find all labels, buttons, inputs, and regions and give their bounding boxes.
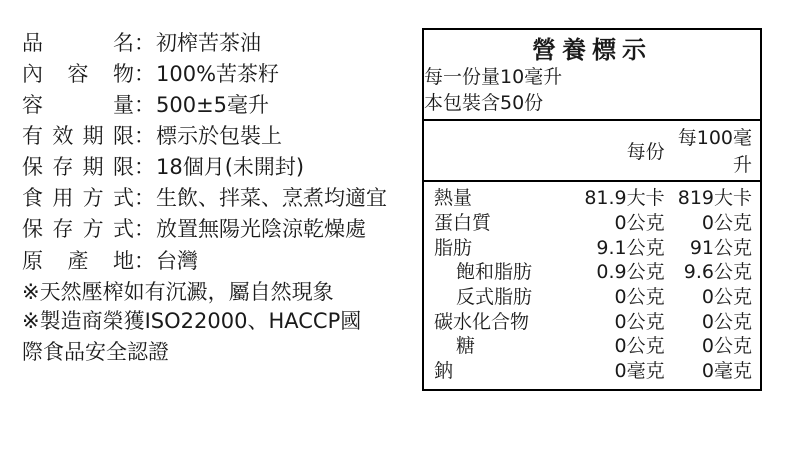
servings-per-container: 本包裝含50份 bbox=[423, 91, 761, 121]
nutrition-facts-panel bbox=[422, 28, 762, 391]
note-sediment: ※天然壓榨如有沉澱，屬自然現象 bbox=[22, 279, 334, 304]
nutrient-name: 脂肪 bbox=[434, 236, 473, 259]
column-header-nutrient bbox=[423, 120, 580, 181]
info-colon: ： bbox=[134, 31, 155, 55]
info-label: 原 產 地 bbox=[22, 248, 134, 273]
table-row bbox=[423, 181, 761, 211]
nutrient-per-serving: 0公克 bbox=[614, 310, 665, 333]
info-value: 初榨苦茶油 bbox=[156, 31, 261, 55]
info-label: 內 容 物 bbox=[22, 62, 134, 87]
nutrition-title-row bbox=[423, 29, 761, 65]
info-row-volume bbox=[22, 90, 410, 121]
info-row-origin bbox=[22, 246, 410, 277]
info-colon: ： bbox=[134, 248, 155, 273]
nutrient-per-100ml: 0毫克 bbox=[701, 360, 752, 383]
nutrient-name: 熱量 bbox=[434, 187, 473, 210]
nutrient-name: 鈉 bbox=[434, 360, 454, 383]
table-row bbox=[423, 236, 761, 261]
serving-size-row bbox=[423, 65, 761, 91]
info-row-ingredients bbox=[22, 59, 410, 90]
serving-size: 每一份量10毫升 bbox=[424, 66, 563, 88]
nutrient-per-100ml: 819大卡 bbox=[677, 187, 752, 210]
info-row-expiry bbox=[22, 121, 410, 152]
nutrient-name: 糖 bbox=[456, 335, 476, 358]
info-value: 500±5毫升 bbox=[156, 93, 270, 118]
nutrient-per-serving: 0毫克 bbox=[614, 360, 665, 383]
info-label: 容 量 bbox=[22, 93, 134, 118]
nutrition-header-row bbox=[423, 120, 761, 181]
info-value: 100%苦茶籽 bbox=[156, 62, 280, 87]
info-label: 品 名 bbox=[22, 31, 134, 55]
nutrient-per-100ml: 9.6公克 bbox=[683, 261, 752, 284]
note-certification-line1: ※製造商榮獲ISO22000、HACCP國 bbox=[22, 308, 362, 333]
table-row bbox=[423, 260, 761, 285]
info-row-storage bbox=[22, 214, 410, 245]
info-colon: ： bbox=[134, 93, 155, 118]
info-colon: ： bbox=[134, 186, 155, 211]
info-value: 標示於包裝上 bbox=[156, 124, 282, 149]
info-row-usage bbox=[22, 183, 410, 214]
nutrient-per-serving: 0公克 bbox=[614, 335, 665, 358]
table-row bbox=[423, 359, 761, 390]
product-info-block bbox=[0, 0, 410, 368]
nutrient-per-serving: 0.9公克 bbox=[596, 261, 665, 284]
info-colon: ： bbox=[134, 62, 155, 87]
nutrition-table bbox=[422, 28, 762, 391]
info-colon: ： bbox=[134, 124, 155, 149]
info-colon: ： bbox=[134, 155, 155, 180]
nutrient-per-serving: 0公克 bbox=[614, 286, 665, 309]
nutrition-title: 營養標示 bbox=[532, 36, 652, 64]
nutrient-per-100ml: 0公克 bbox=[701, 286, 752, 309]
nutrient-per-100ml: 0公克 bbox=[701, 211, 752, 234]
info-label: 有效期限 bbox=[22, 124, 134, 149]
column-header-per-serving: 每份 bbox=[626, 140, 665, 163]
info-row-shelf-life bbox=[22, 152, 410, 183]
note-certification-line2: 際食品安全認證 bbox=[22, 339, 169, 364]
nutrient-per-serving: 0公克 bbox=[614, 211, 665, 234]
table-row bbox=[423, 285, 761, 310]
info-value: 台灣 bbox=[156, 248, 198, 273]
table-row bbox=[423, 310, 761, 335]
info-label: 食用方式 bbox=[22, 186, 134, 211]
nutrient-per-serving: 81.9大卡 bbox=[584, 187, 665, 210]
info-label: 保存期限 bbox=[22, 155, 134, 180]
nutrient-name: 蛋白質 bbox=[434, 211, 492, 234]
info-label: 保存方式 bbox=[22, 217, 134, 242]
nutrient-name: 反式脂肪 bbox=[456, 286, 533, 309]
info-row-name bbox=[22, 28, 410, 59]
nutrient-per-100ml: 0公克 bbox=[701, 335, 752, 358]
nutrient-name: 碳水化合物 bbox=[434, 310, 530, 333]
table-row bbox=[423, 211, 761, 236]
nutrient-per-100ml: 91公克 bbox=[689, 236, 752, 259]
info-value: 生飲、拌菜、烹煮均適宜 bbox=[156, 186, 387, 211]
info-value: 18個月(未開封) bbox=[156, 155, 305, 180]
nutrient-name: 飽和脂肪 bbox=[456, 261, 533, 284]
nutrient-per-100ml: 0公克 bbox=[701, 310, 752, 333]
info-value: 放置無陽光陰涼乾燥處 bbox=[156, 217, 366, 242]
table-row bbox=[423, 334, 761, 359]
column-header-per-100ml: 每100毫升 bbox=[677, 127, 752, 177]
info-colon: ： bbox=[134, 217, 155, 242]
nutrient-per-serving: 9.1公克 bbox=[596, 236, 665, 259]
servings-per-container-row bbox=[423, 91, 761, 121]
